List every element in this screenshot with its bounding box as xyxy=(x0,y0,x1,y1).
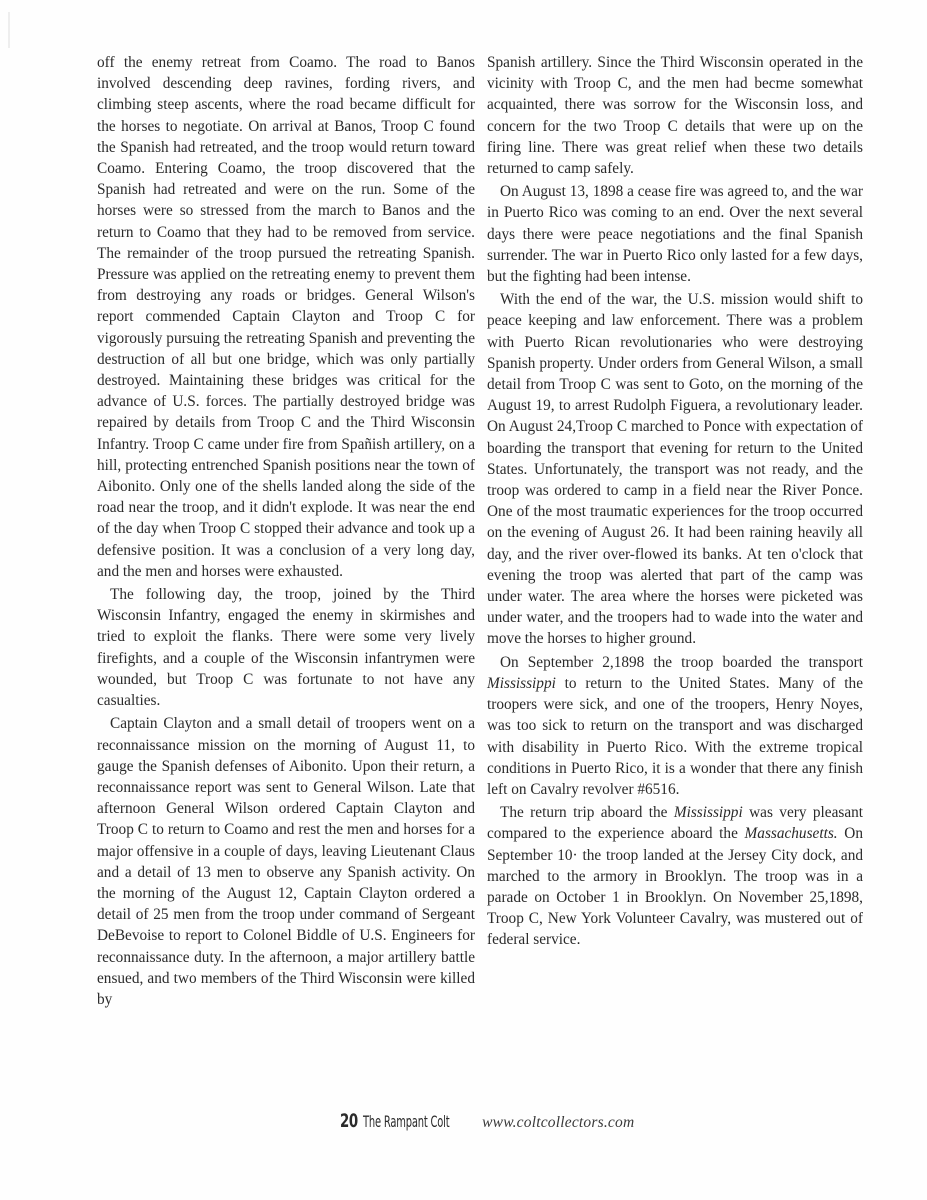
ship-name: Mississippi xyxy=(673,804,743,822)
ship-name: Massachusetts. xyxy=(744,825,838,843)
text-run: On September 2,1898 the troop boarded the transport xyxy=(500,653,863,671)
text-run: to return to the United States. Many of the troopers were sick, and one of the troopers, Henry Noyes, was too sick to return on the transport and was discharged with disability in Puerto Rico. With the extreme tropical conditions in Puerto Rico, it is a wonder that there any finish left on Cavalry revolver #6516. xyxy=(487,674,863,798)
website-url: www.coltcollectors.com xyxy=(482,1114,635,1131)
text-run: was very pleasant compared to the experience aboard the xyxy=(487,804,864,843)
paragraph: With the end of the war, the U.S. mission would shift to peace keeping and law enforcement. There was a problem with Puerto Rican revolutionaries who were destroying Spanish property. Under orders from General Wilson, a small detail from Troop C was sent to Goto, on the morning of the August 19, to arrest Rudolph Figuera, a revolutionary leader. On August 24,Troop C marched to Ponce with expectation of boarding the transport that evening for return to the United States. Unfortunately, the transport was not ready, and the troop was ordered to camp in a field near the River Ponce. One of the most traumatic experiences for the troop occurred on the evening of August 26. It had been raining heavily all day, and the river over-flowed its banks. At ten o'clock that evening the troop was alerted that part of the camp was under water. The area where the horses were picketed was under water, and the troopers had to wade into the water and move the horses to higher ground. xyxy=(487,291,863,648)
paragraph: Spanish artillery. Since the Third Wisconsin operated in the vicinity with Troop C, and the men had becme somewhat acquainted, there was sorrow for the Wisconsin loss, and concern for the two Troop C details that were up on the firing line. There was great relief when these two details returned to camp safely. xyxy=(487,54,863,178)
paragraph xyxy=(487,652,863,800)
right-column xyxy=(487,52,863,951)
paragraph: Captain Clayton and a small detail of troopers went on a reconnaissance mission on the morning of August 11, to gauge the Spanish defenses of Aibonito. Upon their return, a reconnaissance report was sent to General Wilson. Late that afternoon General Wilson ordered Captain Clayton and Troop C to return to Coamo and rest the men and horses for a major offensive in a couple of days, leaving Lieutenant Claus and a detail of 13 men to observe any Spanish activity. On the morning of the August 12, Captain Clayton ordered a detail of 25 men from the troop under command of Sergeant DeBevoise to report to Colonel Biddle of U.S. Engineers for reconnaissance duty. In the afternoon, a major artillery battle ensued, and two members of the Third Wisconsin were killed by xyxy=(97,715,475,1008)
paragraph: off the enemy retreat from Coamo. The road to Banos involved descending deep ravines, fording rivers, and climbing steep ascents, where the road became difficult for the horses to negotiate. On arrival at Banos, Troop C found the Spanish had retreated, and the troop would return toward Coamo. Entering Coamo, the troop discovered that the Spanish had retreated and were on the run. Some of the horses were so stressed from the march to Banos and the return to Coamo that they had to be removed from service. The remainder of the troop pursued the retreating Spanish. Pressure was applied on the retreating enemy to prevent them from destroying any roads or bridges. General Wilson's report commended Captain Clayton and Troop C for vigorously pursuing the retreating Spanish and preventing the destruction of all but one bridge, which was only partially destroyed. Maintaining these bridges was critical for the advance of U.S. forces. The partially destroyed bridge was repaired by details from Troop C and the Third Wisconsin Infantry. Troop C came under fire from Spañish artillery, on a hill, protecting entrenched Spanish positions near the town of Aibonito. Only one of the shells landed along the side of the road near the troop, and it didn't explode. It was near the end of the day when Troop C stopped their advance and took up a defensive position. It was a conclusion of a very long day, and the men and horses were exhausted. xyxy=(97,54,475,580)
paragraph: The following day, the troop, joined by the Third Wisconsin Infantry, engaged the enemy in skirmishes and tried to exploit the flanks. There were some very lively firefights, and a couple of the Wisconsin infantrymen were wounded, but Troop C was fortunate to not have any casualties. xyxy=(97,586,475,710)
page-footer xyxy=(340,1110,634,1134)
text-run: The return trip aboard the xyxy=(500,804,674,822)
ship-name: Mississippi xyxy=(487,674,556,692)
magazine-title: The Rampant Colt xyxy=(362,1112,450,1131)
page-number: 20 xyxy=(340,1110,358,1132)
left-column xyxy=(97,52,475,1010)
footer-title-group xyxy=(340,1110,458,1132)
paragraph: On August 13, 1898 a cease fire was agreed to, and the war in Puerto Rico was coming to an end. Over the next several days there were peace negotiations and the final Spanish surrender. The war in Puerto Rico only lasted for a few days, but the fighting had been intense. xyxy=(487,183,863,286)
scan-edge-mark xyxy=(8,12,10,48)
paragraph xyxy=(487,802,863,950)
text-run: On September 10· the troop landed at the Jersey City dock, and marched to the armory in Brooklyn. The troop was in a parade on October 1 in Brooklyn. On November 25,1898, Troop C, New York Volunteer Cavalry, was mustered out of federal service. xyxy=(487,825,863,949)
